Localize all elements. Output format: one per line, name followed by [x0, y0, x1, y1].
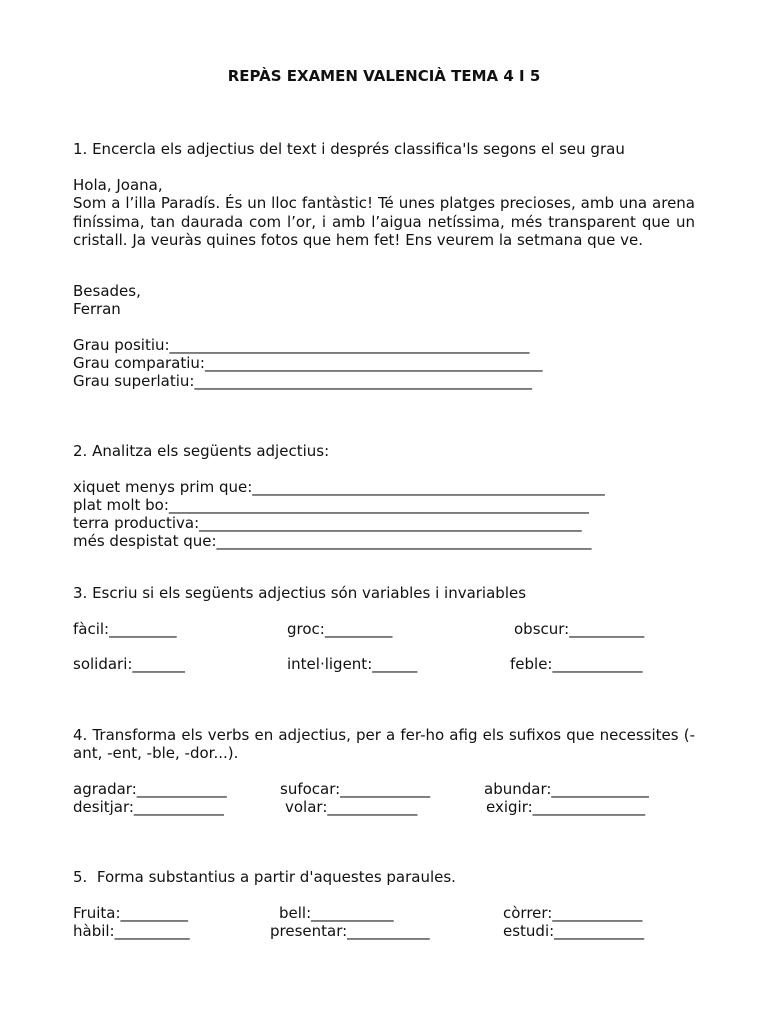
- letter-signature: Ferran: [73, 300, 121, 318]
- answer-line-grau-positiu[interactable]: Grau positiu:________________________________________________: [73, 336, 530, 354]
- q3-heading: 3. Escriu si els següents adjectius són variables i invariables: [73, 584, 527, 602]
- answer-line-xiquet[interactable]: xiquet menys prim que:_______________________________________________: [73, 478, 605, 496]
- answer-volar[interactable]: volar:____________: [285, 798, 418, 816]
- q5-heading: 5. Forma substantius a partir d'aquestes paraules.: [73, 868, 456, 886]
- q2-heading: 2. Analitza els següents adjectius:: [73, 442, 330, 460]
- answer-obscur[interactable]: obscur:__________: [514, 620, 645, 638]
- answer-line-plat[interactable]: plat molt bo:________________________________________________________: [73, 496, 589, 514]
- answer-line-despistat[interactable]: més despistat que:__________________________________________________: [73, 532, 592, 550]
- letter-greeting: Hola, Joana,: [73, 176, 163, 194]
- letter-closing: Besades,: [73, 282, 141, 300]
- answer-desitjar[interactable]: desitjar:____________: [73, 798, 224, 816]
- q1-heading: 1. Encercla els adjectius del text i després classifica'ls segons el seu grau: [73, 140, 625, 158]
- answer-sufocar[interactable]: sufocar:____________: [280, 780, 431, 798]
- answer-habil[interactable]: hàbil:__________: [73, 922, 190, 940]
- answer-correr[interactable]: còrrer:____________: [503, 904, 643, 922]
- answer-abundar[interactable]: abundar:_____________: [484, 780, 649, 798]
- answer-line-terra[interactable]: terra productiva:___________________________________________________: [73, 514, 582, 532]
- answer-intelligent[interactable]: intel·ligent:______: [287, 655, 418, 673]
- answer-line-grau-comparatiu[interactable]: Grau comparatiu:_____________________________________________: [73, 354, 543, 372]
- q4-heading: 4. Transforma els verbs en adjectius, per a fer-ho afig els sufixos que necessites (-ant, -ent, -ble, -dor...).: [73, 726, 695, 762]
- answer-exigir[interactable]: exigir:_______________: [486, 798, 646, 816]
- letter-body: Som a l’illa Paradís. És un lloc fantàstic! Té unes platges precioses, amb una arena finíssima, tan daurada com l’or, i amb l’aigua netíssima, més transparent que un cristall. Ja veuràs quines fotos que hem fet! Ens veurem la setmana que ve.: [73, 194, 695, 249]
- answer-agradar[interactable]: agradar:____________: [73, 780, 227, 798]
- page-title: REPÀS EXAMEN VALENCIÀ TEMA 4 I 5: [227, 67, 541, 85]
- answer-feble[interactable]: feble:____________: [510, 655, 643, 673]
- answer-bell[interactable]: bell:___________: [279, 904, 394, 922]
- answer-line-grau-superlatiu[interactable]: Grau superlatiu:_____________________________________________: [73, 372, 532, 390]
- answer-estudi[interactable]: estudi:____________: [503, 922, 645, 940]
- answer-facil[interactable]: fàcil:_________: [73, 620, 177, 638]
- answer-presentar[interactable]: presentar:___________: [270, 922, 430, 940]
- answer-solidari[interactable]: solidari:_______: [73, 655, 185, 673]
- answer-fruita[interactable]: Fruita:_________: [73, 904, 189, 922]
- answer-groc[interactable]: groc:_________: [287, 620, 393, 638]
